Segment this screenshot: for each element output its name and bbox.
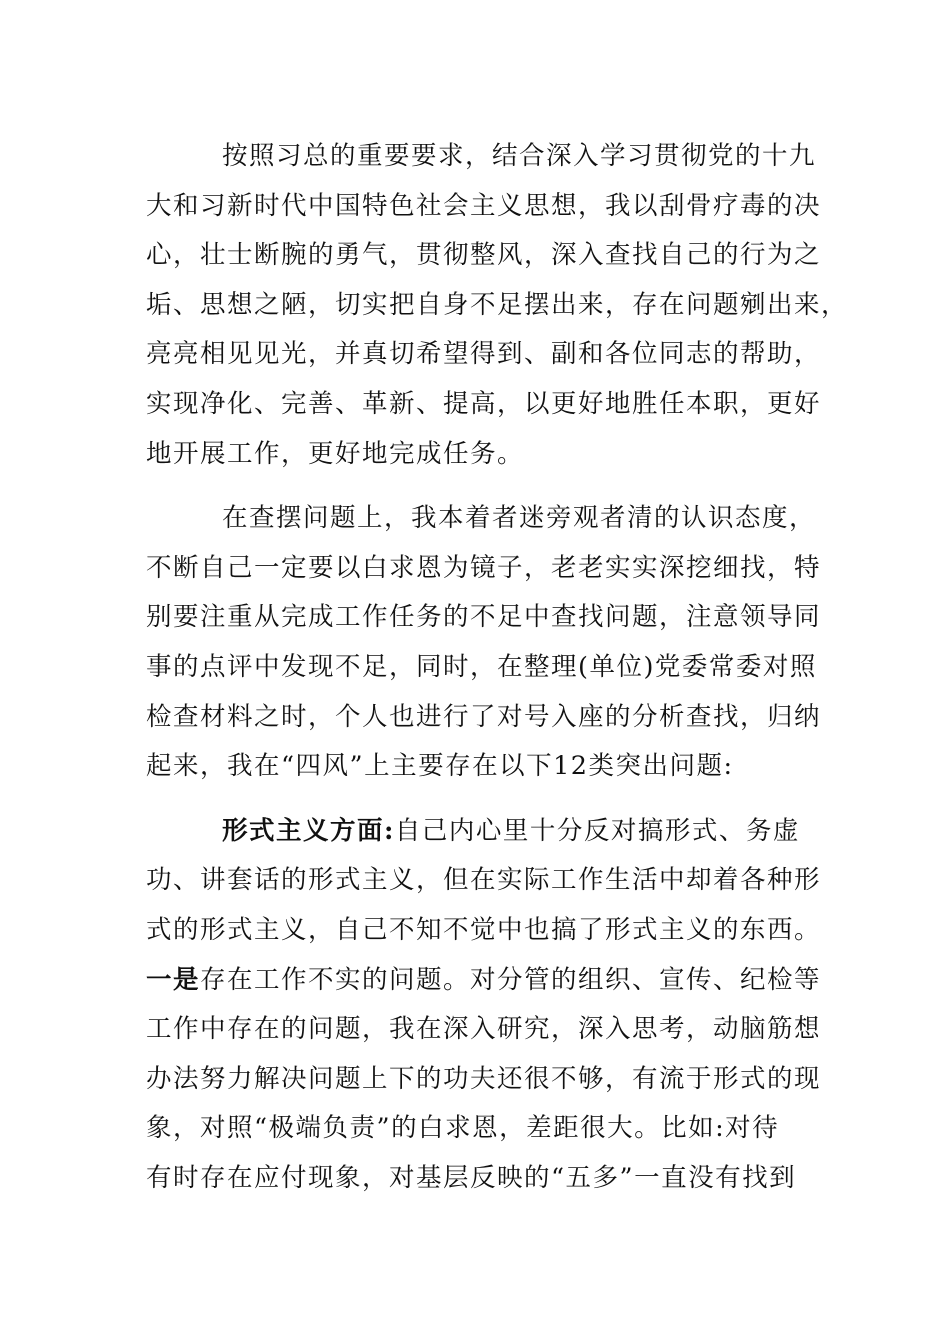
paragraph-2-line: 在查摆问题上，我本着者迷旁观者清的认识态度， — [222, 503, 817, 534]
section-heading: 形式主义方面: — [222, 815, 395, 846]
paragraph-3-line — [146, 956, 822, 1006]
paragraph-3-line: 办法努力解决问题上下的功夫还很不够，有流于形式的现 — [146, 1063, 822, 1094]
paragraph-2-line: 检查材料之时，个人也进行了对号入座的分析查找，归纳 — [146, 701, 822, 732]
paragraph-1-line: 亮亮相见见光，并真切希望得到、副和各位同志的帮助， — [146, 339, 822, 370]
paragraph-3-line: 功、讲套话的形式主义，但在实际工作生活中却着各种形 — [146, 865, 822, 896]
paragraph-1-line: 大和习新时代中国特色社会主义思想，我以刮骨疗毒的决 — [146, 190, 822, 221]
paragraph-1 — [146, 132, 849, 479]
paragraph-3-line: 工作中存在的问题，我在深入研究，深入思考，动脑筋想 — [146, 1014, 822, 1045]
paragraph-3-line — [146, 807, 806, 857]
document-body — [146, 132, 849, 1203]
paragraph-1-line: 按照习总的重要要求，结合深入学习贯彻党的十九 — [222, 141, 817, 171]
item-label: 一是 — [146, 964, 201, 995]
paragraph-2-line: 不断自己一定要以白求恩为镜子，老老实实深挖细找，特 — [146, 552, 822, 583]
paragraph-3-text: 自己内心里十分反对搞形式、务虚 — [394, 815, 800, 846]
paragraph-2-line: 起来，我在“四风”上主要存在以下12类突出问题: — [146, 751, 734, 782]
paragraph-3-line: 象，对照“极端负责”的白求恩，差距很大。比如:对待 — [146, 1113, 780, 1144]
paragraph-1-line: 心，壮士断腕的勇气，贯彻整风，深入查找自己的行为之 — [146, 240, 822, 271]
paragraph-2 — [146, 494, 822, 792]
paragraph-3 — [146, 807, 822, 1204]
paragraph-3-line: 式的形式主义，自己不知不觉中也搞了形式主义的东西。 — [146, 914, 822, 945]
paragraph-2-line: 事的点评中发现不足，同时，在整理(单位)党委常委对照 — [146, 651, 817, 682]
paragraph-1-line: 垢、思想之陋，切实把自身不足摆出来，存在问题剜出来， — [146, 289, 849, 320]
paragraph-3-line: 有时存在应付现象，对基层反映的“五多”一直没有找到 — [146, 1162, 797, 1193]
paragraph-1-line: 实现净化、完善、革新、提高，以更好地胜任本职，更好 — [146, 388, 822, 419]
paragraph-3-text: 存在工作不实的问题。对分管的组织、宣传、纪检等 — [200, 964, 822, 995]
paragraph-2-line: 别要注重从完成工作任务的不足中查找问题，注意领导同 — [146, 602, 822, 633]
paragraph-1-line: 地开展工作，更好地完成任务。 — [146, 438, 525, 469]
